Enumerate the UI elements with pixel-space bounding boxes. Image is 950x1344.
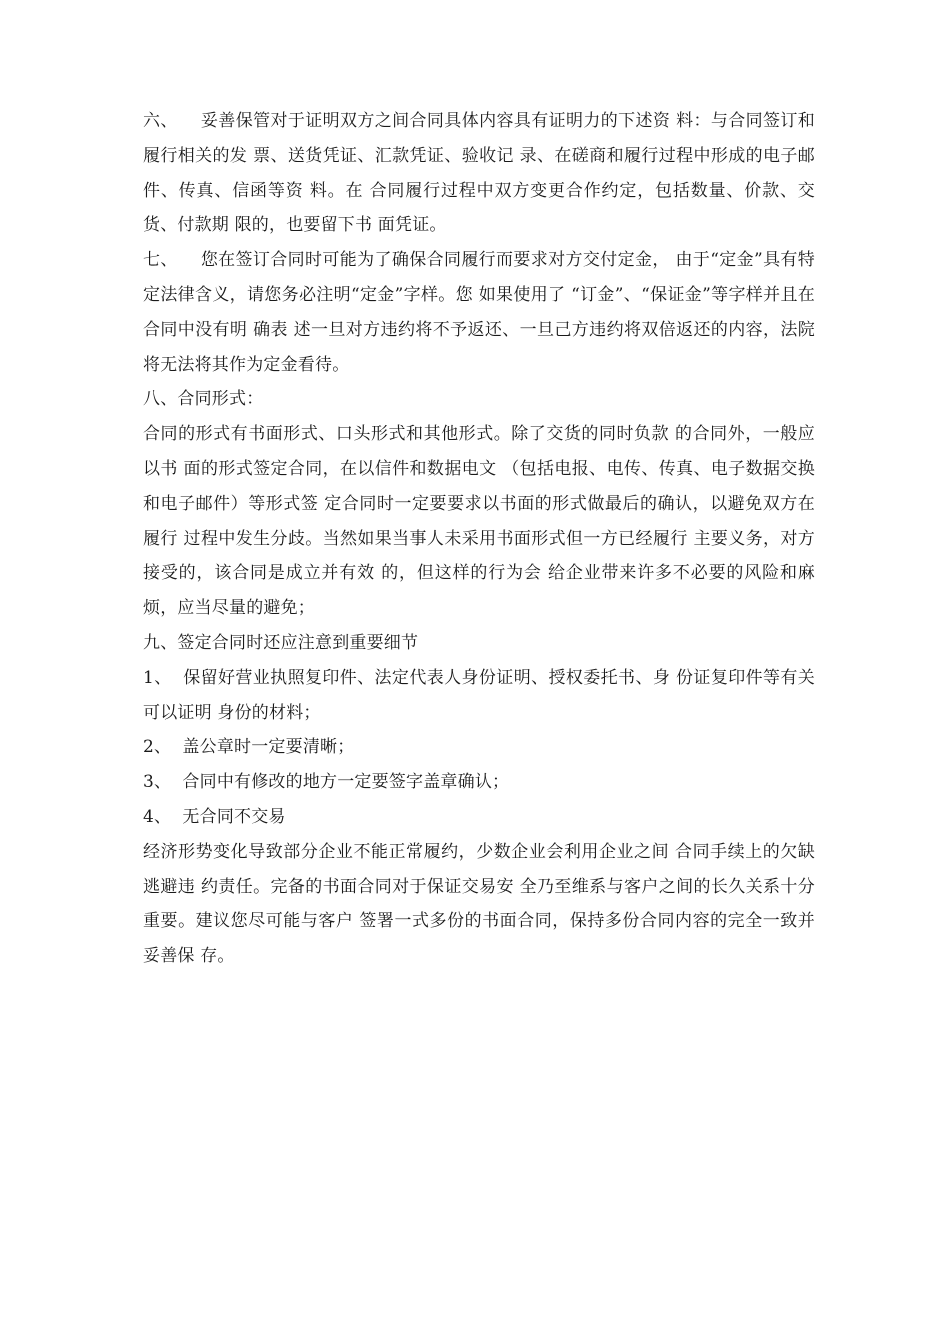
section-heading-nine: 九、签定合同时还应注意到重要细节 (143, 632, 419, 653)
list-item-3: 3、 合同中有修改的地方一定要签字盖章确认； (143, 772, 510, 793)
document-body (143, 104, 821, 974)
paragraph-closing: 经济形势变化导致部分企业不能正常履约，少数企业会利用企业之间 合同手续上的欠缺逃避违 约责任。完备的书面合同对于保证交易安 全乃至维系与客户之间的长久关系十分重要。建议您尽可能与客户 签署一式多份的书面合同，保持多份合同内容的完全一致并妥善保 存。 (143, 841, 815, 967)
paragraph-contract-forms: 合同的形式有书面形式、口头形式和其他形式。除了交货的同时负款 的合同外，一般应以书 面的形式签定合同，在以信件和数据电文 （包括电报、电传、传真、电子数据交换和电子邮件）等形式签 定合同时一定要要求以书面的形式做最后的确认，以避免双方在履行 过程中发生分歧。当然如果当事人未采用书面形式但一方已经履行 主要义务，对方接受的，该合同是成立并有效 的，但这样的行为会 给企业带来许多不必要的风险和麻烦，应当尽量的避免； (143, 424, 815, 619)
paragraph-six: 六、 妥善保管对于证明双方之间合同具体内容具有证明力的下述资 料：与合同签订和履行相关的发 票、送货凭证、汇款凭证、验收记 录、在磋商和履行过程中形成的电子邮件、传真、信函等资 料。在 合同履行过程中双方变更合作约定，包括数量、价款、交货、付款期 限的，也要留下书 面凭证。 (143, 111, 815, 236)
list-item-2: 2、 盖公章时一定要清晰； (143, 737, 355, 758)
section-heading-eight: 八、合同形式： (143, 389, 264, 410)
list-item-1: 1、 保留好营业执照复印件、法定代表人身份证明、授权委托书、身 份证复印件等有关可以证明 身份的材料； (143, 667, 815, 723)
paragraph-seven: 七、 您在签订合同时可能为了确保合同履行而要求对方交付定金， 由于“定金”具有特定法律含义，请您务必注明“定金”字样。您 如果使用了 “订金”、“保证金”等字样并且在合同中没有明 确表 述一旦对方违约将不予返还、一旦己方违约将双倍返还的内容，法院 将无法将其作为定金看待。 (143, 250, 821, 375)
list-item-4: 4、 无合同不交易 (143, 806, 286, 827)
